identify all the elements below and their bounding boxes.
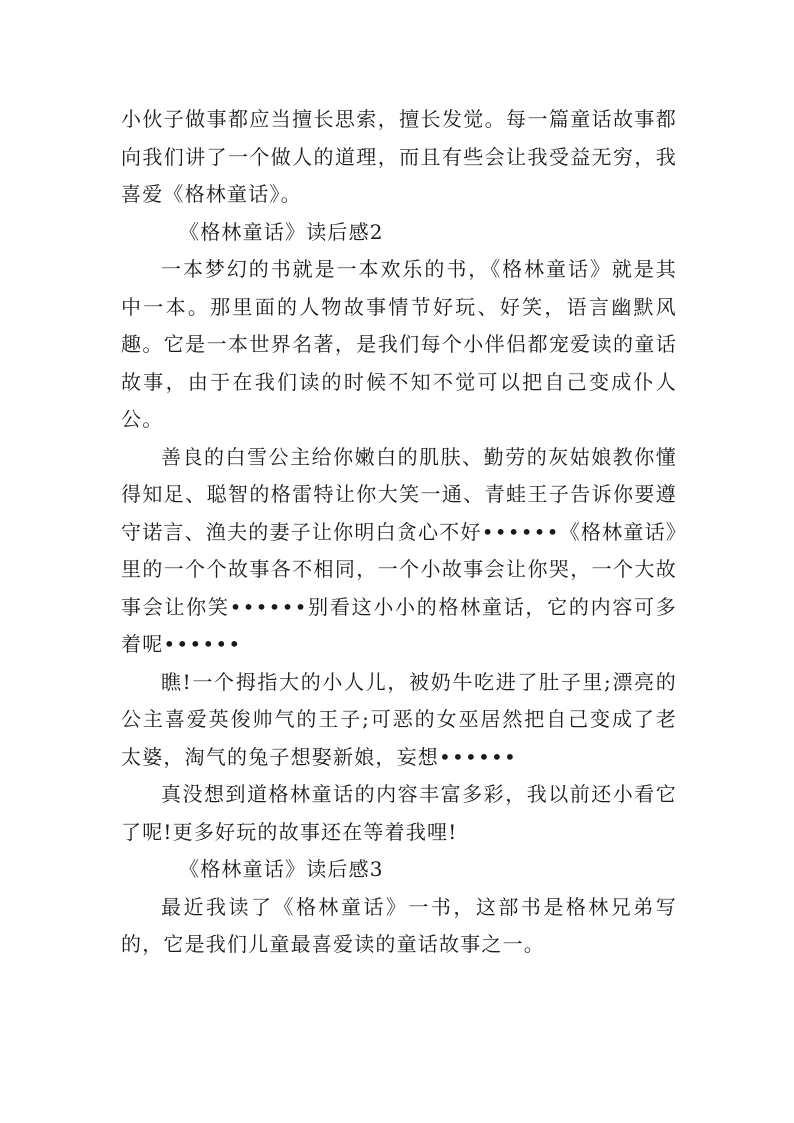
- paragraph-continued: 小伙子做事都应当擅长思索，擅长发觉。每一篇童话故事都向我们讲了一个做人的道理，而且有些会让我受益无穷，我喜爱《格林童话》。: [121, 107, 677, 206]
- document-body: [121, 101, 677, 964]
- paragraph: 善良的白雪公主给你嫩白的肌肤、勤劳的灰姑娘教你懂得知足、聪智的格雷特让你大笑一通、青蛙王子告诉你要遵守诺言、渔夫的妻子让你明白贪心不好••••••《格林童话》里的一个个故事各不相同，一个小故事会让你哭，一个大故事会让你笑••••••别看这小小的格林童话，它的内容可多着呢••••••: [121, 444, 677, 656]
- section-heading-2: 《格林童话》读后感2: [179, 219, 384, 244]
- paragraph: 一本梦幻的书就是一本欢乐的书，《格林童话》就是其中一本。那里面的人物故事情节好玩、好笑，语言幽默风趣。它是一本世界名著，是我们每个小伴侣都宠爱读的童话故事，由于在我们读的时候不知不觉可以把自己变成仆人公。: [121, 257, 677, 431]
- paragraph: 最近我读了《格林童话》一书，这部书是格林兄弟写的，它是我们儿童最喜爱读的童话故事之一。: [121, 894, 677, 956]
- paragraph: 真没想到道格林童话的内容丰富多彩，我以前还小看它了呢!更多好玩的故事还在等着我哩!: [121, 782, 677, 844]
- paragraph: 瞧!一个拇指大的小人儿，被奶牛吃进了肚子里;漂亮的公主喜爱英俊帅气的王子;可恶的女巫居然把自己变成了老太婆，淘气的兔子想娶新娘，妄想••••••: [121, 669, 677, 769]
- section-heading-3: 《格林童话》读后感3: [179, 857, 384, 881]
